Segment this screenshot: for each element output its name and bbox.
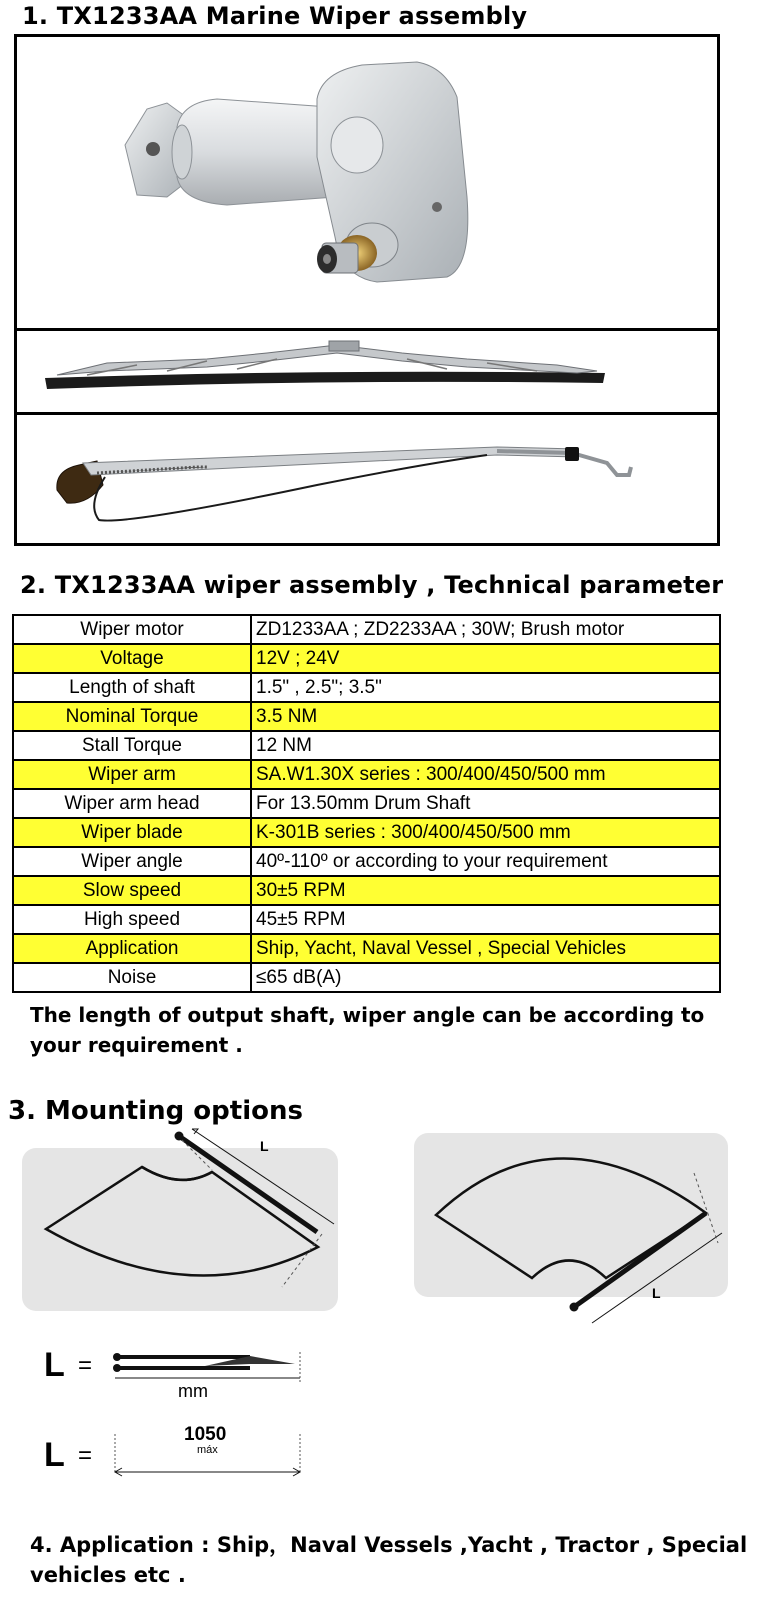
mounting-option-2-diagram xyxy=(414,1133,734,1333)
max-length-label: máx xyxy=(197,1444,218,1456)
table-row xyxy=(13,876,720,905)
parameter-value: ZD1233AA ; ZD2233AA ; 30W; Brush motor xyxy=(251,615,720,644)
wiper-blade-photo-panel xyxy=(17,331,717,415)
product-photo-frame xyxy=(14,34,720,546)
parameter-label: Noise xyxy=(13,963,251,992)
parameter-value: K-301B series : 300/400/450/500 mm xyxy=(251,818,720,847)
wiper-arm-image xyxy=(17,415,717,543)
section2-title: 2. TX1233AA wiper assembly , Technical parameter xyxy=(20,571,724,599)
parameter-value: SA.W1.30X series : 300/400/450/500 mm xyxy=(251,760,720,789)
table-row xyxy=(13,963,720,992)
section1-title: 1. TX1233AA Marine Wiper assembly xyxy=(22,2,528,30)
parameter-label: Wiper blade xyxy=(13,818,251,847)
equals-2: = xyxy=(78,1442,93,1469)
mounting-option-1-svg xyxy=(22,1132,352,1317)
parameter-value: 12V ; 24V xyxy=(251,644,720,673)
dim-label-l-2: L xyxy=(652,1285,661,1301)
technical-parameter-table xyxy=(12,614,721,993)
table-row xyxy=(13,760,720,789)
parameter-value: For 13.50mm Drum Shaft xyxy=(251,789,720,818)
parameter-label: Wiper motor xyxy=(13,615,251,644)
section3-title: 3. Mounting options xyxy=(8,1096,303,1126)
parameter-label: Slow speed xyxy=(13,876,251,905)
unit-mm: mm xyxy=(178,1381,208,1401)
parameter-value: 45±5 RPM xyxy=(251,905,720,934)
table-row xyxy=(13,934,720,963)
shaft-angle-note: The length of output shaft, wiper angle can be according to your requirement . xyxy=(30,1003,705,1057)
max-length-value: 1050 xyxy=(184,1424,227,1445)
parameter-value: 1.5" , 2.5"; 3.5" xyxy=(251,673,720,702)
equals-1: = xyxy=(78,1352,93,1379)
parameter-label: Wiper arm head xyxy=(13,789,251,818)
parameter-value: 30±5 RPM xyxy=(251,876,720,905)
wiper-arm-photo-panel xyxy=(17,415,717,543)
dim-label-l-1: L xyxy=(260,1138,269,1154)
parameter-label: Nominal Torque xyxy=(13,702,251,731)
table-row xyxy=(13,615,720,644)
wiper-blade-image xyxy=(17,331,717,412)
table-row xyxy=(13,847,720,876)
section4-application: 4. Application : Ship，Naval Vessels ,Yacht , Tractor , Special vehicles etc . xyxy=(30,1533,748,1587)
parameter-value: 40º-110º or according to your requirement xyxy=(251,847,720,876)
parameter-value: Ship, Yacht, Naval Vessel , Special Vehicles xyxy=(251,934,720,963)
mounting-option-2-svg xyxy=(414,1133,734,1333)
table-row xyxy=(13,644,720,673)
table-row xyxy=(13,673,720,702)
parameter-label: High speed xyxy=(13,905,251,934)
mounting-option-1-diagram xyxy=(22,1138,352,1333)
parameter-value: 3.5 NM xyxy=(251,702,720,731)
table-row xyxy=(13,905,720,934)
length-symbol-2: L xyxy=(44,1436,65,1474)
parameter-label: Voltage xyxy=(13,644,251,673)
parameter-label: Length of shaft xyxy=(13,673,251,702)
max-length-dimension-line xyxy=(110,1430,310,1478)
table-row xyxy=(13,818,720,847)
motor-photo-panel xyxy=(17,37,717,331)
table-row xyxy=(13,731,720,760)
parameter-label: Application xyxy=(13,934,251,963)
parameter-value: 12 NM xyxy=(251,731,720,760)
table-row xyxy=(13,702,720,731)
length-symbol-1: L xyxy=(44,1346,65,1384)
table-row xyxy=(13,789,720,818)
wiper-motor-image xyxy=(17,37,717,328)
parameter-label: Wiper arm xyxy=(13,760,251,789)
parameter-label: Stall Torque xyxy=(13,731,251,760)
parameter-label: Wiper angle xyxy=(13,847,251,876)
parameter-value: ≤65 dB(A) xyxy=(251,963,720,992)
